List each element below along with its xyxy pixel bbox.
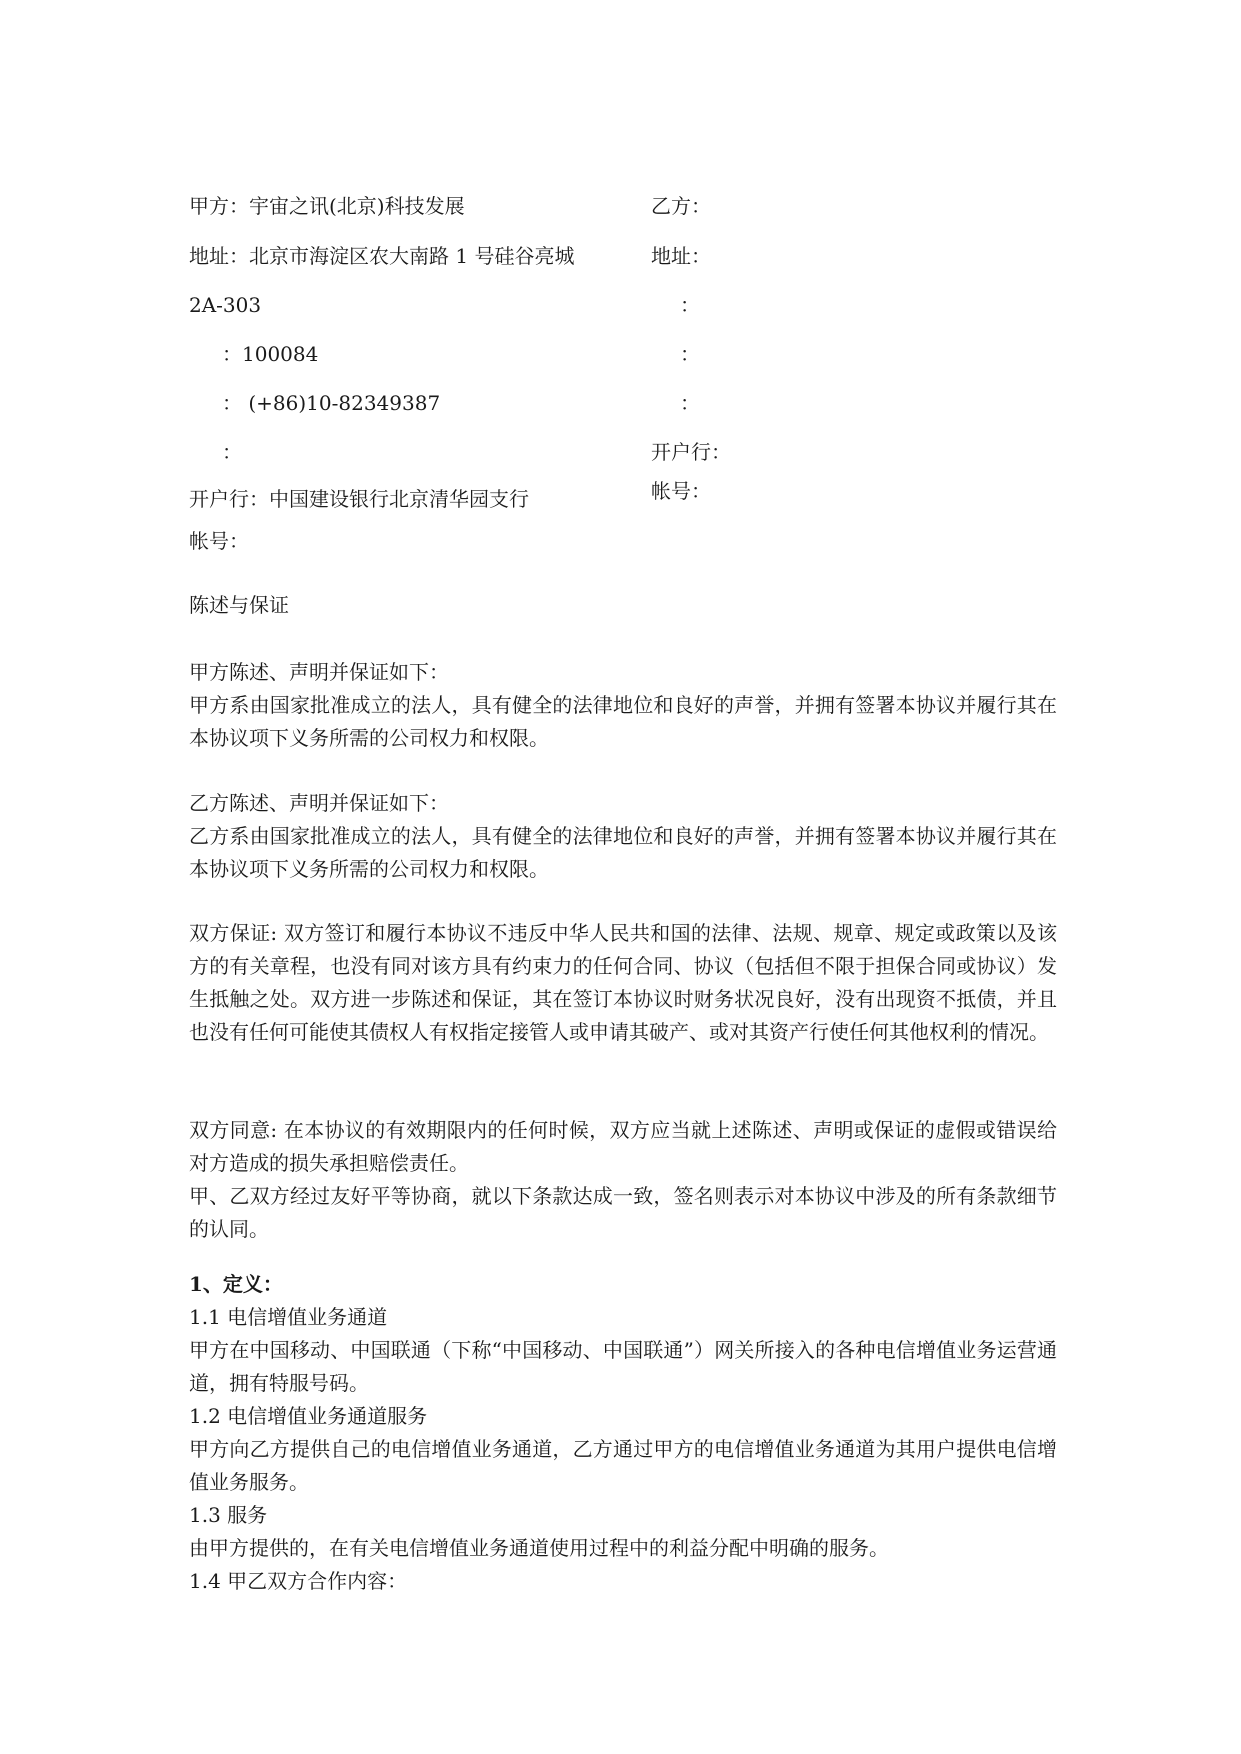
mutual-guarantee-block [189, 917, 1057, 1049]
party-b-name: 乙方： [651, 194, 711, 218]
definition-1-4-title: 1.4 甲乙双方合作内容： [189, 1569, 408, 1593]
party-a-phone: ： (+86)10-82349387 [222, 391, 441, 415]
party-b-reps-intro: 乙方陈述、声明并保证如下： [189, 791, 449, 815]
definition-1-3-title: 1.3 服务 [189, 1503, 268, 1527]
mutual-guarantee-text: 双方保证: 双方签订和履行本协议不违反中华人民共和国的法律、法规、规章、规定或政策以及该方的有关章程，也没有同对该方具有约束力的任何合同、协议（包括但不限于担保合同或协议）发生抵触之处。双方进一步陈述和保证，其在签订本协议时财务状况良好，没有出现资不抵债，并且也没有任何可能使其债权人有权指定接管人或申请其破产、或对其资产行使任何其他权利的情况。 [189, 921, 1057, 1044]
party-a-reps-block [189, 656, 1057, 755]
definition-1-1-body: 甲方在中国移动、中国联通（下称“中国移动、中国联通”）网关所接入的各种电信增值业务运营通道，拥有特服号码。 [189, 1338, 1057, 1395]
mutual-agree-text: 双方同意: 在本协议的有效期限内的任何时候，双方应当就上述陈述、声明或保证的虚假或错误给对方造成的损失承担赔偿责任。 [189, 1118, 1057, 1175]
party-b-account: 帐号： [651, 479, 711, 503]
party-a-account: 帐号： [189, 529, 249, 553]
definition-1-2-title: 1.2 电信增值业务通道服务 [189, 1404, 428, 1428]
definition-1-2-body: 甲方向乙方提供自己的电信增值业务通道，乙方通过甲方的电信增值业务通道为其用户提供电信增值业务服务。 [189, 1437, 1057, 1494]
definition-1-3-body: 由甲方提供的，在有关电信增值业务通道使用过程中的利益分配中明确的服务。 [189, 1536, 889, 1560]
mutual-agree-block [189, 1114, 1057, 1246]
party-b-bank: 开户行： [651, 440, 731, 464]
party-b-blank-1: ： [680, 293, 700, 317]
party-a-address: 地址：北京市海淀区农大南路 1 号硅谷亮城 [189, 244, 575, 268]
definitions-section [189, 1268, 1057, 1598]
reps-heading: 陈述与保证 [189, 593, 289, 617]
definitions-heading: 1、定义： [189, 1272, 283, 1296]
consensus-text: 甲、乙双方经过友好平等协商，就以下条款达成一致，签名则表示对本协议中涉及的所有条款细节的认同。 [189, 1184, 1057, 1241]
party-a-bank: 开户行：中国建设银行北京清华园支行 [189, 487, 529, 511]
party-a-address-cont: 2A-303 [189, 293, 262, 317]
definition-1-1-title: 1.1 电信增值业务通道 [189, 1305, 388, 1329]
party-a-reps-intro: 甲方陈述、声明并保证如下： [189, 660, 449, 684]
party-a-fax: ： [222, 440, 242, 464]
party-b-reps-body: 乙方系由国家批准成立的法人，具有健全的法律地位和良好的声誉，并拥有签署本协议并履行其在本协议项下义务所需的公司权力和权限。 [189, 824, 1057, 881]
party-b-address: 地址： [651, 244, 711, 268]
party-b-reps-block [189, 787, 1057, 886]
party-a-postcode: ：100084 [222, 342, 319, 366]
party-a-name: 甲方：宇宙之讯(北京)科技发展 [189, 194, 465, 218]
party-b-blank-2: ： [680, 342, 700, 366]
party-a-reps-body: 甲方系由国家批准成立的法人，具有健全的法律地位和良好的声誉，并拥有签署本协议并履行其在本协议项下义务所需的公司权力和权限。 [189, 693, 1057, 750]
party-b-blank-3: ： [680, 391, 700, 415]
